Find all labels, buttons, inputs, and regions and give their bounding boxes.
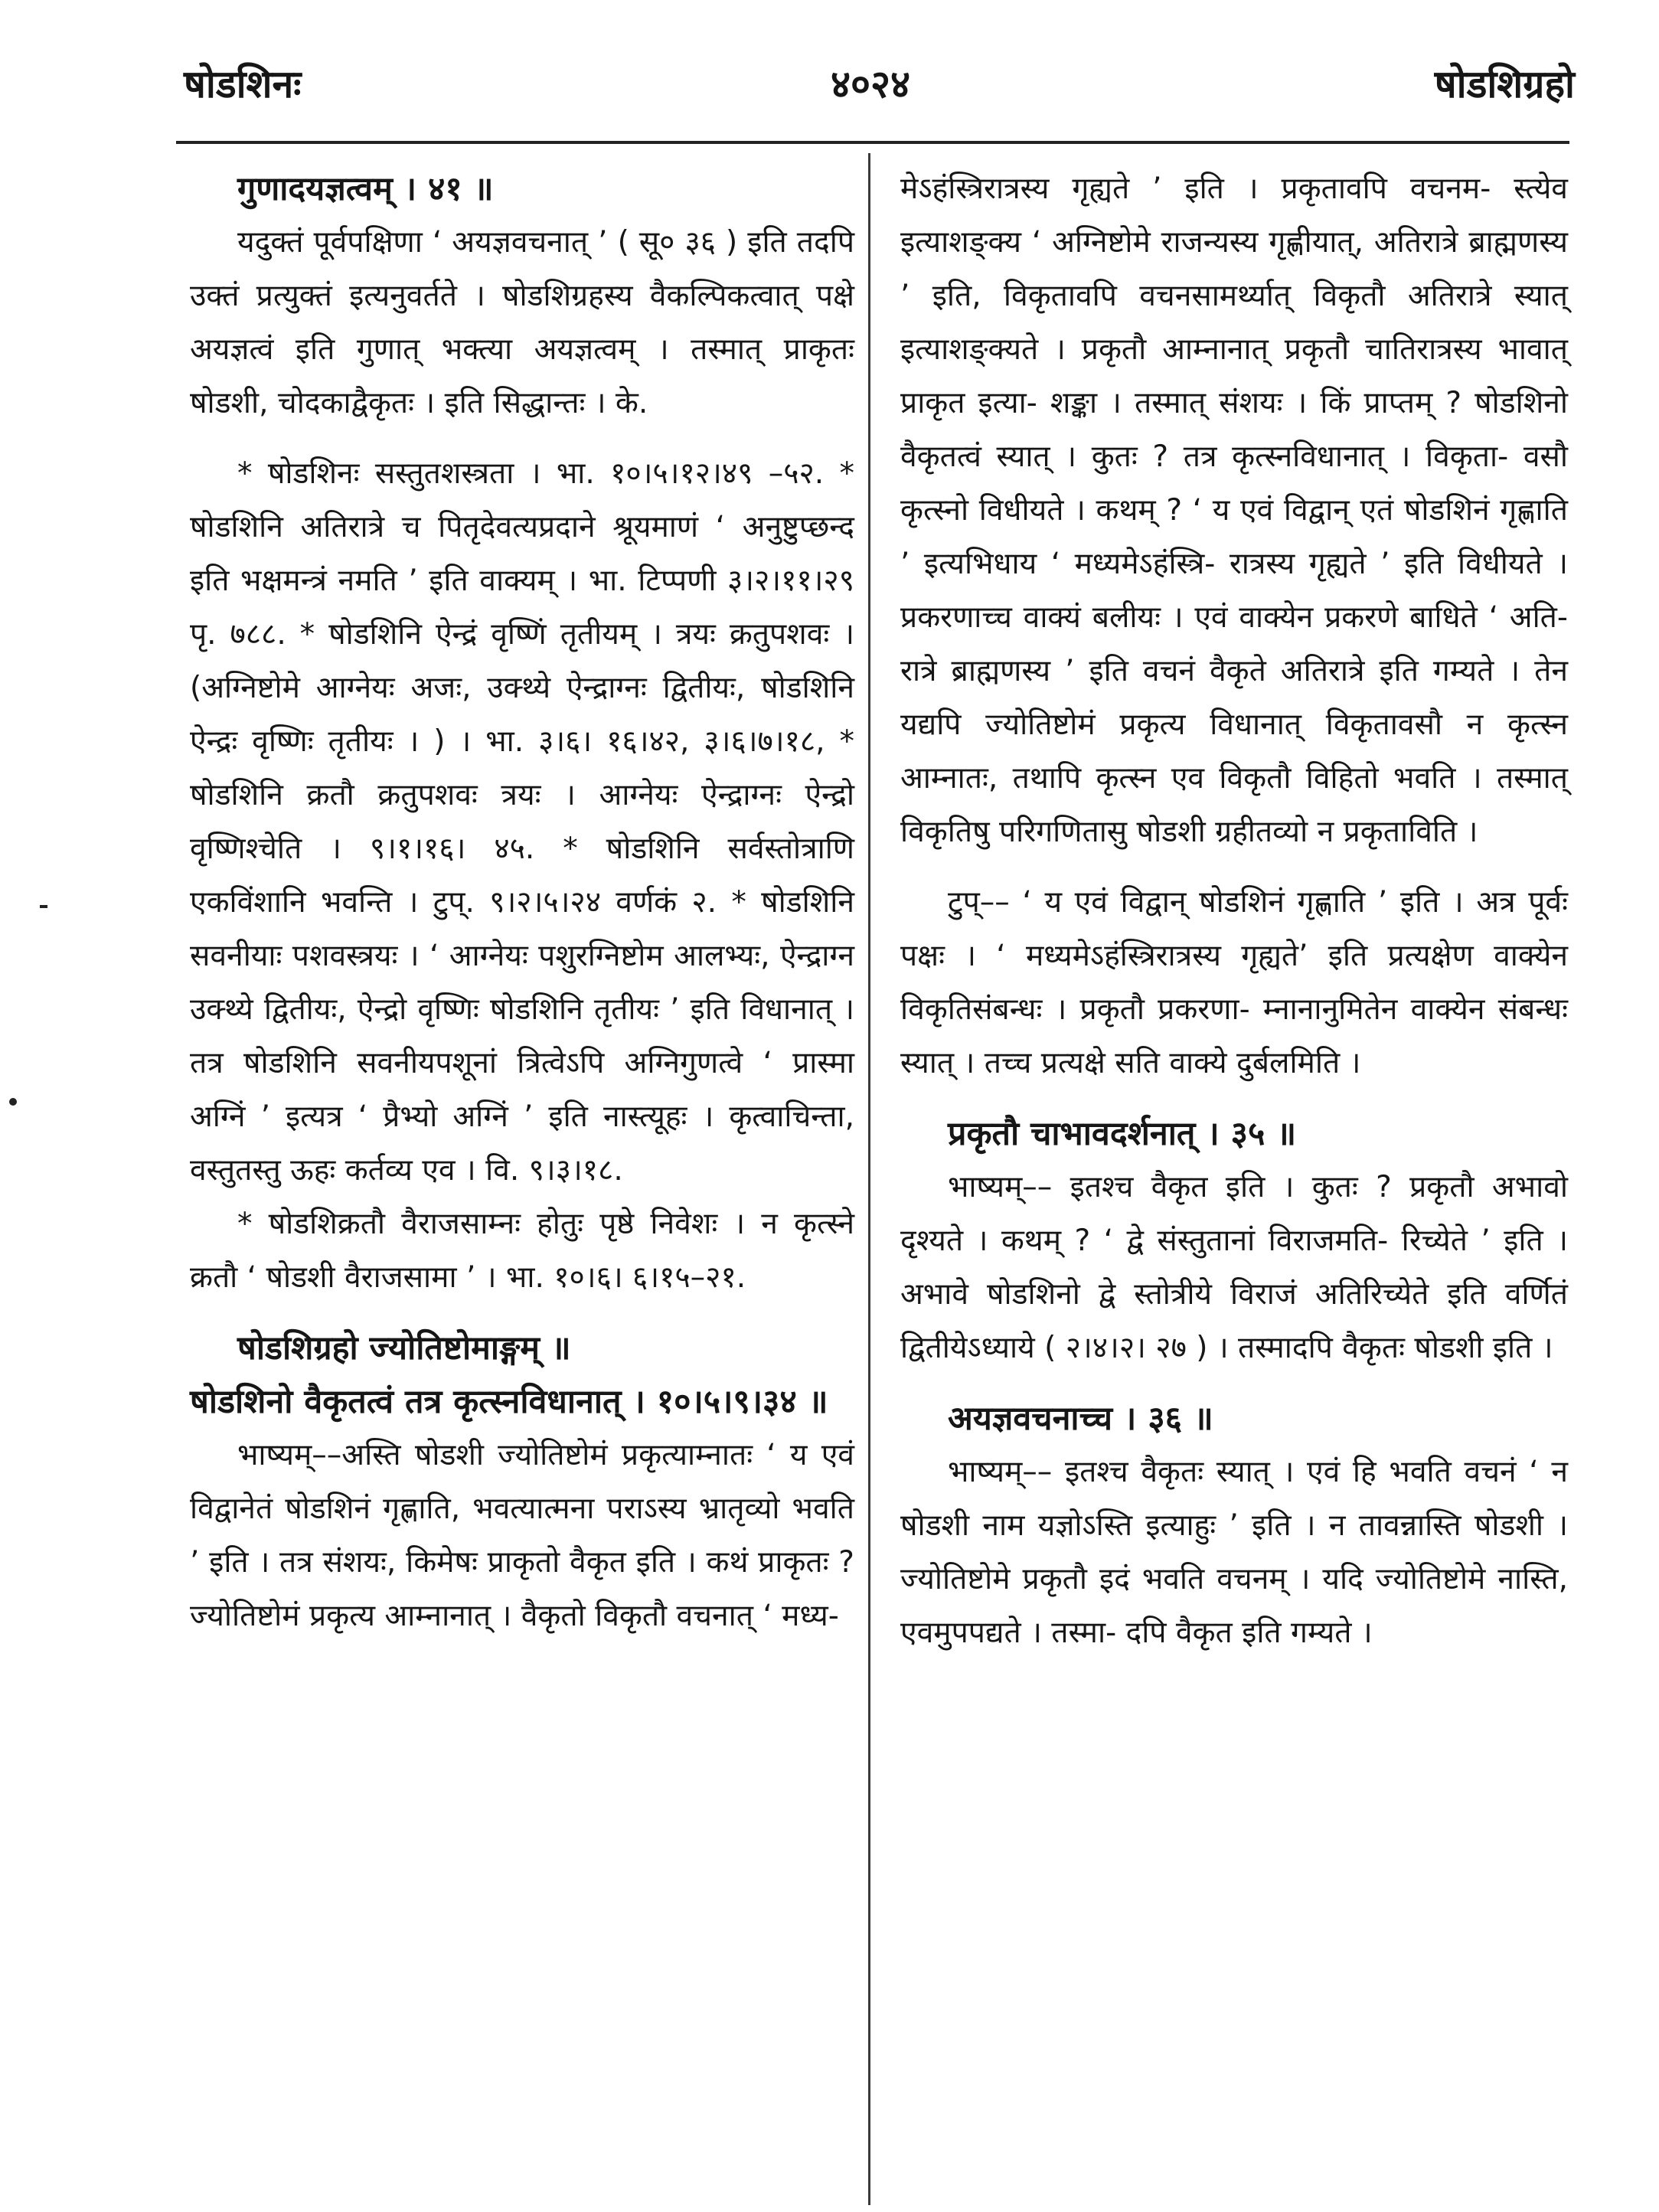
running-header-right: षोडशिग्रहो <box>1434 62 1575 106</box>
sutra-heading: षोडशिनो वैकृतत्वं तत्र कृत्स्नविधानात् । १०।५।९।३४ ॥ <box>190 1383 828 1421</box>
column-divider <box>868 153 870 2205</box>
paragraph: यदुक्तं पूर्वपक्षिणा ‘ अयज्ञवचनात् ’ ( सू० ३६ ) इति तदपि उक्तं प्रत्युक्तं इत्यनुवर्तते । षोडशिग्रहस्य वैकल्पिकत्वात् पक्षे अयज्ञत्वं इति गुणात् भक्त्या अयज्ञत्वम् । तस्मात् प्राकृतः षोडशी, चोदकाद्वैकृतः । इति सिद्धान्तः । के. <box>190 225 854 420</box>
sutra-heading: प्रकृतौ चाभावदर्शनात् । ३५ ॥ <box>948 1115 1297 1153</box>
right-column <box>900 162 1568 1660</box>
margin-dash <box>40 905 47 908</box>
section-heading: षोडशिग्रहो ज्योतिष्टोमाङ्गम् ॥ <box>237 1329 571 1367</box>
tupteeka-paragraph: टुप्–– ‘ य एवं विद्वान् षोडशिनं गृह्णाति ’ इति । अत्र पूर्वः पक्षः । ‘ मध्यमेऽहंस्त्रिरात्रस्य गृह्यते’ इति प्रत्यक्षेण वाक्येन विकृतिसंबन्धः । प्रकृतौ प्रकरणा- म्नानानुमितेन वाक्येन संबन्धः स्यात् । तच्च प्रत्यक्षे सति वाक्ये दुर्बलमिति । <box>900 885 1568 1080</box>
page-number: ४०२४ <box>831 62 910 106</box>
cross-reference-paragraph: * षोडशिनः सस्तुतशस्त्रता । भा. १०।५।१२।४९ –५२. * षोडशिनि अतिरात्रे च पितृदेवत्यप्रदाने श्रूयमाणं ‘ अनुष्टुप्छन्द इति भक्षमन्त्रं नमति ’ इति वाक्यम् । भा. टिप्पणी ३।२।११।२९ पृ. ७८८. * षोडशिनि ऐन्द्रं वृष्णिं तृतीयम् । त्रयः क्रतुपशवः । (अग्निष्टोमे आग्नेयः अजः, उक्थ्ये ऐन्द्राग्नः द्वितीयः, षोडशिनि ऐन्द्रः वृष्णिः तृतीयः । ) । भा. ३।६। १६।४२, ३।६।७।१८, * षोडशिनि क्रतौ क्रतुपशवः त्रयः । आग्नेयः ऐन्द्राग्नः ऐन्द्रो वृष्णिश्चेति । ९।१।१६। ४५. * षोडशिनि सर्वस्तोत्राणि एकविंशानि भवन्ति । टुप्. ९।२।५।२४ वर्णकं २. * षोडशिनि सवनीयाः पशवस्त्रयः । ‘ आग्नेयः पशुरग्निष्टोम आलभ्यः, ऐन्द्राग्न उक्थ्ये द्वितीयः, ऐन्द्रो वृष्णिः षोडशिनि तृतीयः ’ इति विधानात् । तत्र षोडशिनि सवनीयपशूनां त्रित्वेऽपि अग्निगुणत्वे ‘ प्रास्मा अग्निं ’ इत्यत्र ‘ प्रैभ्यो अग्निं ’ इति नास्त्यूहः । कृत्वाचिन्ता, वस्तुतस्तु ऊहः कर्तव्य एव । वि. ९।३।१८. <box>190 456 854 1188</box>
paragraph: मेऽहंस्त्रिरात्रस्य गृह्यते ’ इति । प्रकृतावपि वचनम- स्त्येव इत्याशङ्क्य ‘ अग्निष्टोमे राजन्यस्य गृह्णीयात्, अतिरात्रे ब्राह्मणस्य ’ इति, विकृतावपि वचनसामर्थ्यात् विकृतौ अतिरात्रे स्यात् इत्याशङ्क्यते । प्रकृतौ आम्नानात् प्रकृतौ चातिरात्रस्य भावात् प्राकृत इत्या- शङ्का । तस्मात् संशयः । किं प्राप्तम् ? षोडशिनो वैकृतत्वं स्यात् । कुतः ? तत्र कृत्स्नविधानात् । विकृता- वसौ कृत्स्नो विधीयते । कथम् ? ‘ य एवं विद्वान् एतं षोडशिनं गृह्णाति ’ इत्यभिधाय ‘ मध्यमेऽहंस्त्रि- रात्रस्य गृह्यते ’ इति विधीयते । प्रकरणाच्च वाक्यं बलीयः । एवं वाक्येन प्रकरणे बाधिते ‘ अति- रात्रे ब्राह्मणस्य ’ इति वचनं वैकृते अतिरात्रे इति गम्यते । तेन यद्यपि ज्योतिष्टोमं प्रकृत्य विधानात् विकृतावसौ न कृत्स्न आम्नातः, तथापि कृत्स्न एव विकृतौ विहितो भवति । तस्मात् विकृतिषु परिगणितासु षोडशी ग्रहीतव्यो न प्रकृताविति । <box>900 172 1568 849</box>
cross-reference-paragraph: * षोडशिक्रतौ वैराजसाम्नः होतुः पृष्ठे निवेशः । न कृत्स्ने क्रतौ ‘ षोडशी वैराजसामा ’ । भा. १०।६। ६।१५–२१. <box>190 1207 854 1295</box>
left-column <box>190 162 854 1643</box>
bhashya-paragraph: भाष्यम्–– इतश्च वैकृत इति । कुतः ? प्रकृतौ अभावो दृश्यते । कथम् ? ‘ द्वे संस्तुतानां विराजमति- रिच्येते ’ इति । अभावे षोडशिनो द्वे स्तोत्रीये विराजं अतिरिच्येते इति वर्णितं द्वितीयेऽध्याये ( २।४।२। २७ ) । तस्मादपि वैकृतः षोडशी इति । <box>900 1170 1568 1365</box>
header-rule <box>176 141 1569 144</box>
sutra-heading: अयज्ञवचनाच्च । ३६ ॥ <box>948 1400 1213 1438</box>
running-header-left: षोडशिनः <box>184 62 302 106</box>
bhashya-paragraph: भाष्यम्–– इतश्च वैकृतः स्यात् । एवं हि भवति वचनं ‘ न षोडशी नाम यज्ञोऽस्ति इत्याहुः ’ इति । न तावन्नास्ति षोडशी । ज्योतिष्टोमे प्रकृतौ इदं भवति वचनम् । यदि ज्योतिष्टोमे नास्ति, एवमुपपद्यते । तस्मा- दपि वैकृत इति गम्यते । <box>900 1455 1568 1650</box>
bhashya-paragraph: भाष्यम्––अस्ति षोडशी ज्योतिष्टोमं प्रकृत्याम्नातः ‘ य एवं विद्वानेतं षोडशिनं गृह्णाति, भवत्यात्मना पराऽस्य भ्रातृव्यो भवति ’ इति । तत्र संशयः, किमेषः प्राकृतो वैकृत इति । कथं प्राकृतः ? ज्योतिष्टोमं प्रकृत्य आम्नानात् । वैकृतो विकृतौ वचनात् ‘ मध्य- <box>190 1438 854 1633</box>
sutra-heading: गुणादयज्ञत्वम् । ४१ ॥ <box>237 170 494 208</box>
margin-dot <box>9 1098 17 1106</box>
